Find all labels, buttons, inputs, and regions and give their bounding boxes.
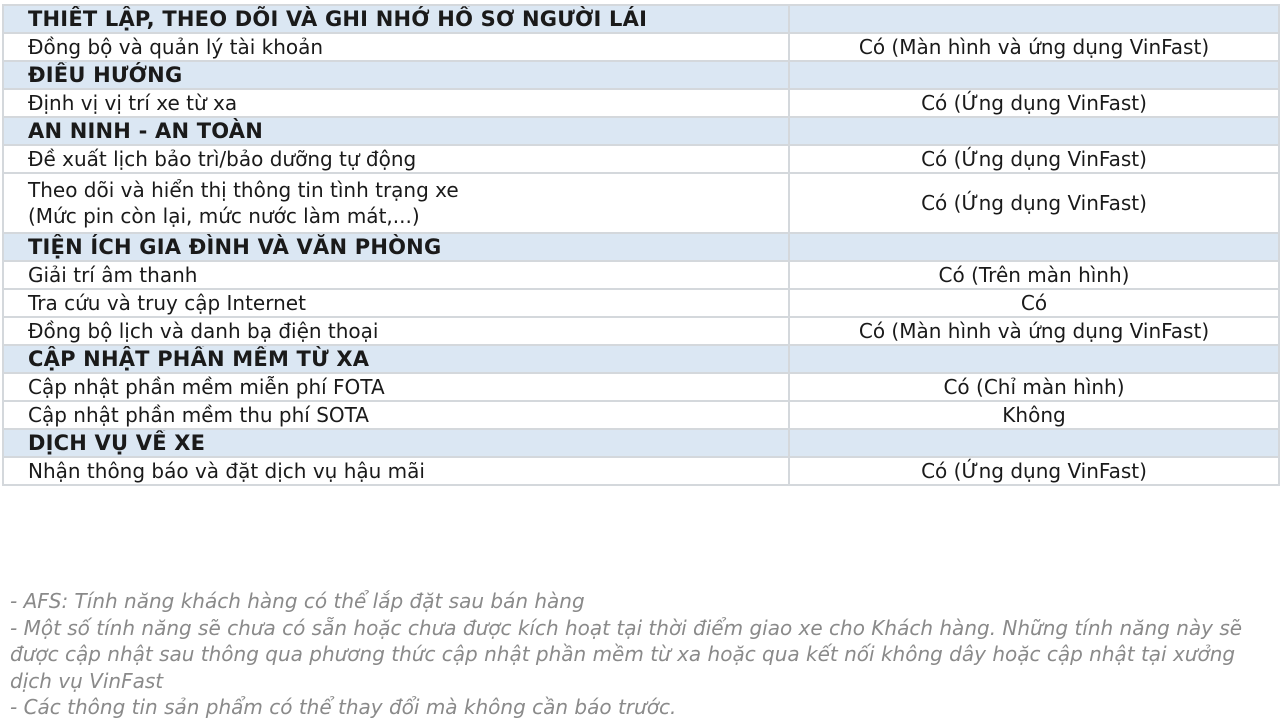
feature-value: Có (Ứng dụng VinFast) (789, 457, 1279, 485)
feature-label (3, 173, 789, 233)
feature-value: Có (Ứng dụng VinFast) (789, 145, 1279, 173)
section-empty-cell (789, 117, 1279, 145)
section-empty-cell (789, 233, 1279, 261)
section-row-family-office (3, 233, 1279, 261)
section-empty-cell (789, 61, 1279, 89)
feature-label: Định vị vị trí xe từ xa (3, 89, 789, 117)
feature-value: Có (789, 289, 1279, 317)
feature-label: Cập nhật phần mềm thu phí SOTA (3, 401, 789, 429)
table-row (3, 173, 1279, 233)
table-row (3, 401, 1279, 429)
footnote-feature-activation: - Một số tính năng sẽ chưa có sẵn hoặc chưa được kích hoạt tại thời điểm giao xe cho Khách hàng. Những tính năng này sẽ được cập nhật sau thông qua phương thức cập nhật phần mềm từ xa hoặc qua kết nối không dây hoặc cập nhật tại xưởng dịch vụ VinFast (10, 615, 1243, 693)
footnote-afs: - AFS: Tính năng khách hàng có thể lắp đặt sau bán hàng (10, 589, 585, 613)
feature-label: Tra cứu và truy cập Internet (3, 289, 789, 317)
section-row-security-safety (3, 117, 1279, 145)
table-row (3, 317, 1279, 345)
section-label: CẬP NHẬT PHẦN MỀM TỪ XA (3, 345, 789, 373)
section-label: TIỆN ÍCH GIA ĐÌNH VÀ VĂN PHÒNG (3, 233, 789, 261)
table-row (3, 33, 1279, 61)
feature-label: Đồng bộ và quản lý tài khoản (3, 33, 789, 61)
feature-value: Có (Màn hình và ứng dụng VinFast) (789, 33, 1279, 61)
section-row-software-update (3, 345, 1279, 373)
feature-value: Không (789, 401, 1279, 429)
feature-value: Có (Màn hình và ứng dụng VinFast) (789, 317, 1279, 345)
feature-value: Có (Ứng dụng VinFast) (789, 173, 1279, 233)
section-row-driver-profile (3, 5, 1279, 33)
feature-label-line2: (Mức pin còn lại, mức nước làm mát,...) (28, 204, 420, 228)
section-label: ĐIỀU HƯỚNG (3, 61, 789, 89)
section-label: AN NINH - AN TOÀN (3, 117, 789, 145)
feature-value: Có (Chỉ màn hình) (789, 373, 1279, 401)
section-empty-cell (789, 5, 1279, 33)
footnotes (10, 588, 1272, 721)
table-row (3, 145, 1279, 173)
feature-value: Có (Ứng dụng VinFast) (789, 89, 1279, 117)
feature-label: Cập nhật phần mềm miễn phí FOTA (3, 373, 789, 401)
feature-label: Đề xuất lịch bảo trì/bảo dưỡng tự động (3, 145, 789, 173)
table-row (3, 373, 1279, 401)
feature-label-line1: Theo dõi và hiển thị thông tin tình trạng xe (28, 178, 459, 202)
table-row (3, 89, 1279, 117)
feature-label: Nhận thông báo và đặt dịch vụ hậu mãi (3, 457, 789, 485)
table-row (3, 289, 1279, 317)
feature-label: Đồng bộ lịch và danh bạ điện thoại (3, 317, 789, 345)
footnote-disclaimer: - Các thông tin sản phẩm có thể thay đổi mà không cần báo trước. (10, 695, 677, 719)
table-row (3, 457, 1279, 485)
section-empty-cell (789, 429, 1279, 457)
section-row-car-services (3, 429, 1279, 457)
section-label: DỊCH VỤ VỀ XE (3, 429, 789, 457)
section-row-navigation (3, 61, 1279, 89)
feature-value: Có (Trên màn hình) (789, 261, 1279, 289)
table-row (3, 261, 1279, 289)
feature-label: Giải trí âm thanh (3, 261, 789, 289)
section-empty-cell (789, 345, 1279, 373)
section-label: THIẾT LẬP, THEO DÕI VÀ GHI NHỚ HỒ SƠ NGƯỜI LÁI (3, 5, 789, 33)
feature-table (2, 4, 1280, 486)
